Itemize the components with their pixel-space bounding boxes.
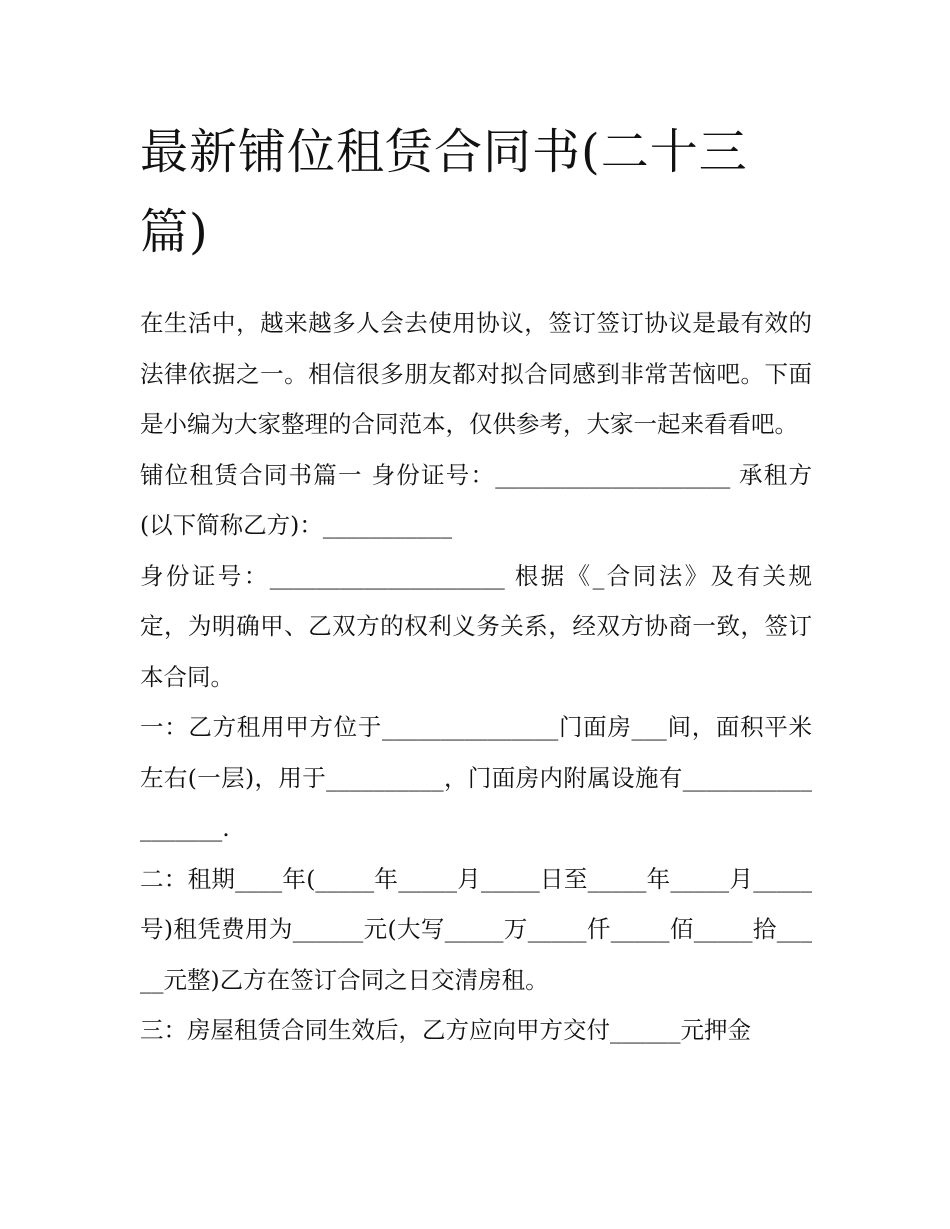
paragraph-clause-2: 二：租期____年(_____年_____月_____日至_____年_____月_____号)租凭费用为______元(大写_____万_____仟_____佰_____拾_____元整)乙方在签订合同之日交清房租。: [140, 864, 812, 994]
paragraph-lessee-info: 铺位租赁合同书篇一 身份证号：____________________ 承租方(以下简称乙方)：___________: [140, 460, 812, 539]
document-title: 最新铺位租赁合同书(二十三篇): [140, 124, 748, 260]
document-page: [140, 112, 812, 1056]
paragraph-intro: 在生活中，越来越多人会去使用协议，签订签订协议是最有效的法律依据之一。相信很多朋友都对拟合同感到非常苦恼吧。下面是小编为大家整理的合同范本，仅供参考，大家一起来看看吧。: [140, 309, 812, 438]
paragraph-clause-1: 一：乙方租用甲方位于_______________门面房___间，面积平米左右(一层)，用于__________，门面房内附属设施有__________________.: [140, 713, 812, 842]
paragraph-id-basis: 身份证号：____________________ 根据《_合同法》及有关规定，为明确甲、乙双方的权利义务关系，经双方协商一致，签订本合同。: [140, 561, 812, 691]
paragraph-clause-3: 三：房屋租赁合同生效后，乙方应向甲方交付______元押金: [140, 1016, 751, 1044]
